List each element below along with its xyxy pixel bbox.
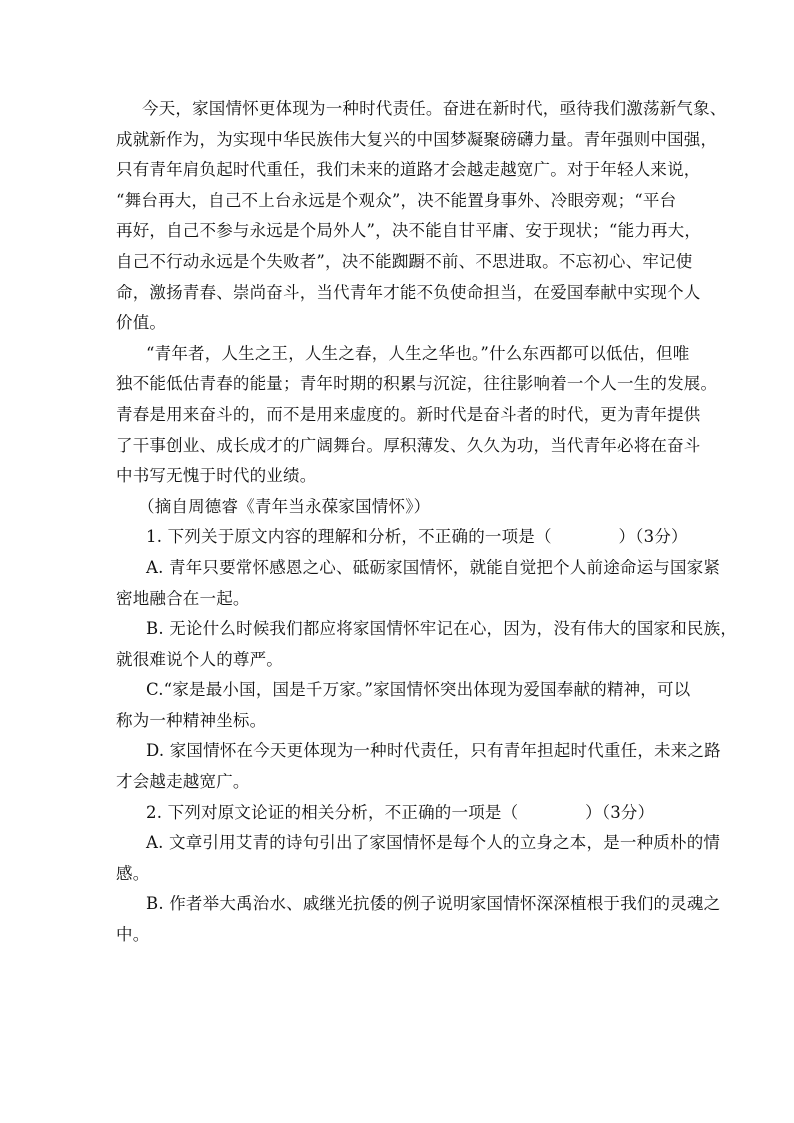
passage-paragraph-2 [116,339,718,492]
document-body [116,94,738,951]
option-line: 就很难说个人的尊严。 [116,649,283,669]
option-line: A. 青年只要常怀感恩之心、砥砺家国情怀，就能自觉把个人前途命运与国家紧 [146,557,721,577]
option-line: 密地融合在一起。 [116,588,250,608]
option-a [116,553,721,614]
option-line: B. 无论什么时候我们都应将家国情怀牢记在心，因为，没有伟大的国家和民族， [146,619,738,639]
question-stem: 1. 下列关于原文内容的理解和分析，不正确的一项是（ ）（3分） [146,527,688,547]
text-line: 成就新作为，为实现中华民族伟大复兴的中国梦凝聚磅礴力量。青年强则中国强， [116,129,718,149]
text-line: 中书写无愧于时代的业绩。 [116,466,317,486]
option-line: C.“家是最小国，国是千万家。”家国情怀突出体现为爱国奉献的精神，可以 [146,680,691,700]
text-line: 价值。 [116,313,167,333]
text-line: 命，激扬青春、崇尚奋斗，当代青年才能不负使命担当，在爱国奉献中实现个人 [116,282,701,302]
option-line: 中。 [116,925,150,945]
text-line: “舞台再大，自己不上台永远是个观众”，决不能置身事外、冷眼旁观；“平台 [116,190,677,210]
option-line: 称为一种精神坐标。 [116,710,267,730]
text-line: 青春是用来奋斗的，而不是用来虚度的。新时代是奋斗者的时代，更为青年提供 [116,404,701,424]
question-stem: 2. 下列对原文论证的相关分析，不正确的一项是（ ）（3分） [146,802,655,822]
option-line: 感。 [116,863,150,883]
option-b [116,889,721,950]
option-a [116,828,721,889]
option-line: D. 家国情怀在今天更体现为一种时代责任，只有青年担起时代重任，未来之路 [146,741,721,761]
option-line: B. 作者举大禹治水、戚继光抗倭的例子说明家国情怀深深植根于我们的灵魂之 [146,894,721,914]
text-line: 了干事创业、成长成才的广阔舞台。厚积薄发、久久为功，当代青年必将在奋斗 [116,435,701,455]
text-line: 独不能低估青春的能量；青年时期的积累与沉淀，往往影响着一个人一生的发展。 [116,374,718,394]
text-line: 只有青年肩负起时代重任，我们未来的道路才会越走越宽广。对于年轻人来说， [116,160,701,180]
text-line: “青年者，人生之王，人生之春，人生之华也。”什么东西都可以低估，但唯 [146,343,690,363]
text-line: 今天，家国情怀更体现为一种时代责任。奋进在新时代，亟待我们激荡新气象、 [142,99,727,118]
text-line: 再好，自己不参与永远是个局外人”，决不能自甘平庸、安于现状；“能力再大， [116,221,702,241]
option-c [116,675,691,736]
text-line: 自己不行动永远是个失败者”，决不能踟蹰不前、不思进取。不忘初心、牢记使 [116,251,693,271]
passage-source: （摘自周德睿《青年当永葆家国情怀》） [138,496,431,516]
question-1 [116,522,738,797]
option-line: 才会越走越宽广。 [116,772,250,792]
option-d [116,736,721,797]
question-2 [116,798,721,951]
option-line: A. 文章引用艾青的诗句引出了家国情怀是每个人的立身之本，是一种质朴的情 [146,833,721,853]
option-b [116,614,738,675]
passage-paragraph-1 [116,94,727,339]
